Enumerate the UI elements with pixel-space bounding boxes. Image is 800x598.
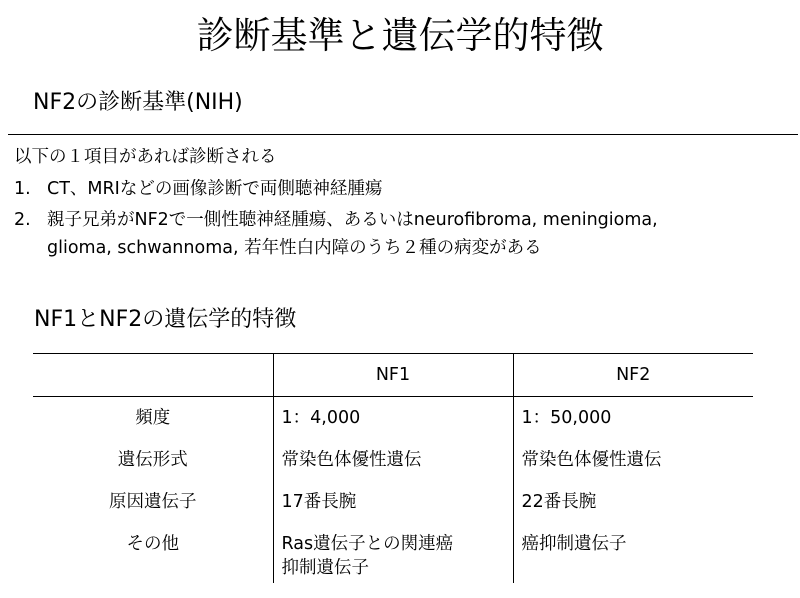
criteria-item-text-line: 親子兄弟がNF2で一側性聴神経腫瘍、あるいはneurofibroma, meningioma,: [47, 210, 658, 230]
table-header-row: [33, 354, 753, 397]
criteria-list: [14, 143, 794, 262]
nf2-criteria-heading: NF2の診断基準(NIH): [33, 90, 243, 115]
nf1-cell: 1：4,000: [273, 397, 513, 439]
genetics-heading: NF1とNF2の遺伝学的特徴: [34, 307, 297, 332]
table-row: [33, 439, 753, 481]
nf2-cell: 常染色体優性遺伝: [513, 439, 753, 481]
nf1-cell: 17番長腕: [273, 481, 513, 523]
row-label: 頻度: [135, 408, 171, 428]
criteria-item-number: 2.: [14, 210, 31, 230]
criteria-item-number: 1.: [14, 179, 31, 199]
column-header: NF2: [513, 354, 753, 397]
table-row: [33, 523, 753, 583]
criteria-item: [14, 206, 794, 262]
nf1-cell-line: Ras遺伝子との関連癌: [281, 533, 454, 554]
nf2-cell: 癌抑制遺伝子: [513, 523, 753, 583]
nf2-cell: 1：50,000: [513, 397, 753, 439]
nf1-cell: [273, 523, 513, 583]
criteria-item-text: [47, 206, 658, 262]
column-header: NF1: [273, 354, 513, 397]
genetics-table: [33, 353, 753, 583]
criteria-item: [14, 175, 794, 203]
nf1-cell-line: 抑制遺伝子: [281, 557, 369, 578]
table-row: [33, 481, 753, 523]
row-label: 原因遺伝子: [109, 491, 197, 512]
row-label: 遺伝形式: [117, 449, 188, 470]
divider-line: [8, 134, 798, 135]
page-title: 診断基準と遺伝学的特徴: [196, 14, 604, 57]
row-label: その他: [126, 533, 179, 554]
criteria-item-text: CT、MRIなどの画像診断で両側聴神経腫瘍: [47, 179, 383, 199]
table-row: [33, 397, 753, 439]
nf1-cell: 常染色体優性遺伝: [273, 439, 513, 481]
criteria-intro: 以下の１項目があれば診断される: [14, 147, 277, 167]
nf2-cell: 22番長腕: [513, 481, 753, 523]
criteria-item-text-line: glioma, schwannoma, 若年性白内障のうち２種の病変がある: [47, 238, 542, 258]
column-header: [33, 354, 273, 397]
